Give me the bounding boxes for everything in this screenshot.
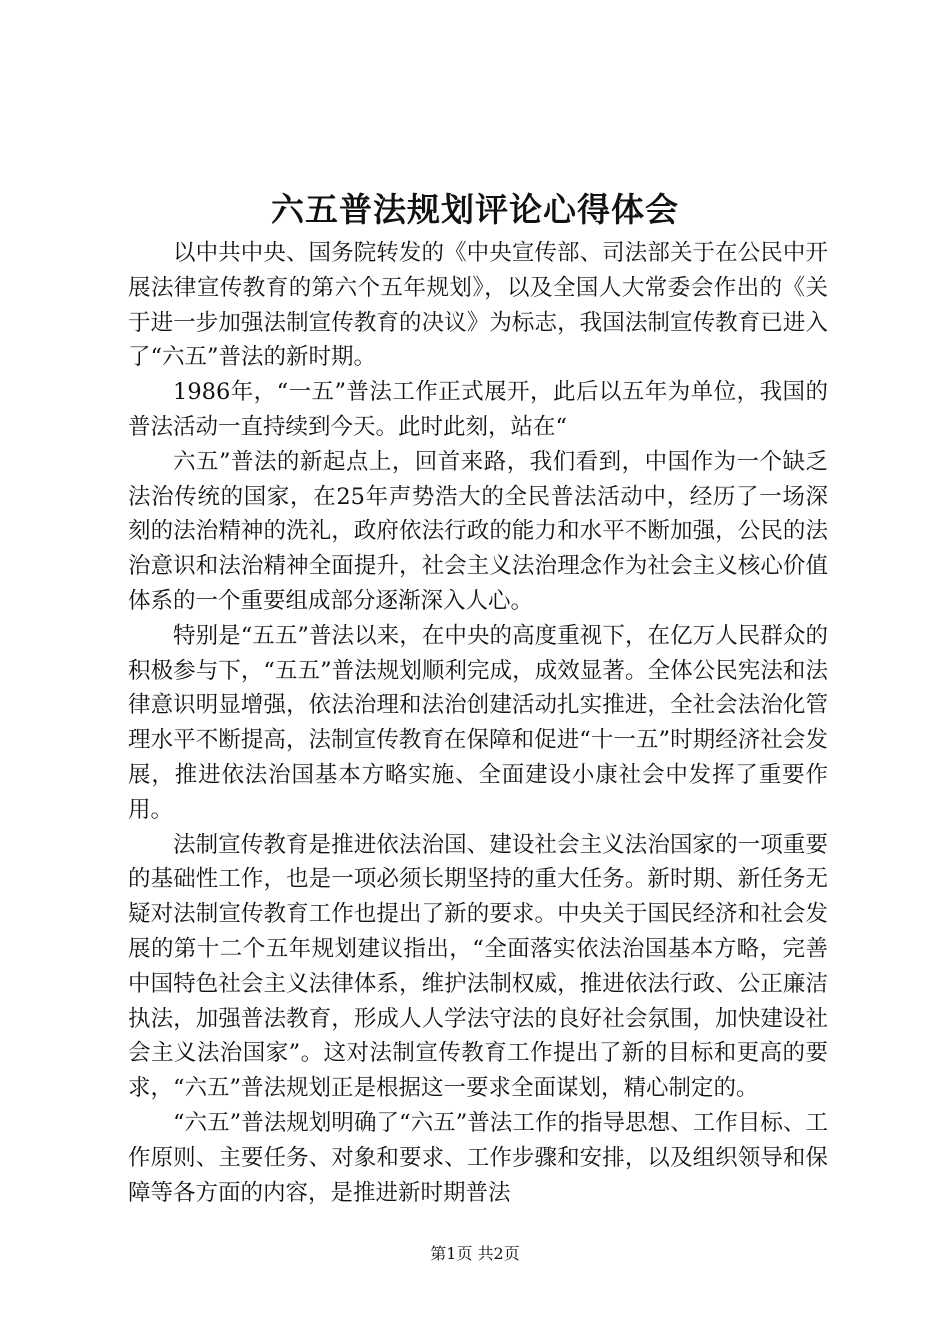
document-title: 六五普法规划评论心得体会: [271, 190, 679, 229]
paragraph: “六五”普法规划明确了“六五”普法工作的指导思想、工作目标、工作原则、主要任务、对象和要求、工作步骤和安排，以及组织领导和保障等各方面的内容，是推进新时期普法: [128, 1109, 828, 1206]
page-number-footer: 第1页 共2页: [430, 1244, 520, 1263]
paragraph: 六五”普法的新起点上，回首来路，我们看到，中国作为一个缺乏法治传统的国家，在25年声势浩大的全民普法活动中，经历了一场深刻的法治精神的洗礼，政府依法行政的能力和水平不断加强，公民的法治意识和法治精神全面提升，社会主义法治理念作为社会主义核心价值体系的一个重要组成部分逐渐深入人心。: [128, 448, 828, 614]
paragraph: 以中共中央、国务院转发的《中央宣传部、司法部关于在公民中开展法律宣传教育的第六个五年规划》，以及全国人大常委会作出的《关于进一步加强法制宣传教育的决议》为标志，我国法制宣传教育已进入了“六五”普法的新时期。: [128, 240, 828, 371]
paragraph: 1986年，“一五”普法工作正式展开，此后以五年为单位，我国的普法活动一直持续到今天。此时此刻，站在“: [128, 379, 828, 440]
paragraph: 特别是“五五”普法以来，在中央的高度重视下，在亿万人民群众的积极参与下，“五五”普法规划顺利完成，成效显著。全体公民宪法和法律意识明显增强，依法治理和法治创建活动扎实推进，全社会法治化管理水平不断提高，法制宣传教育在保障和促进“十一五”时期经济社会发展，推进依法治国基本方略实施、全面建设小康社会中发挥了重要作用。: [128, 622, 828, 823]
paragraph: 法制宣传教育是推进依法治国、建设社会主义法治国家的一项重要的基础性工作，也是一项必须长期坚持的重大任务。新时期、新任务无疑对法制宣传教育工作也提出了新的要求。中央关于国民经济和社会发展的第十二个五年规划建议指出，“全面落实依法治国基本方略，完善中国特色社会主义法律体系，维护法制权威，推进依法行政、公正廉洁执法，加强普法教育，形成人人学法守法的良好社会氛围，加快建设社会主义法治国家”。这对法制宣传教育工作提出了新的目标和更高的要求，“六五”普法规划正是根据这一要求全面谋划，精心制定的。: [128, 831, 828, 1102]
document-body: [128, 236, 828, 1210]
